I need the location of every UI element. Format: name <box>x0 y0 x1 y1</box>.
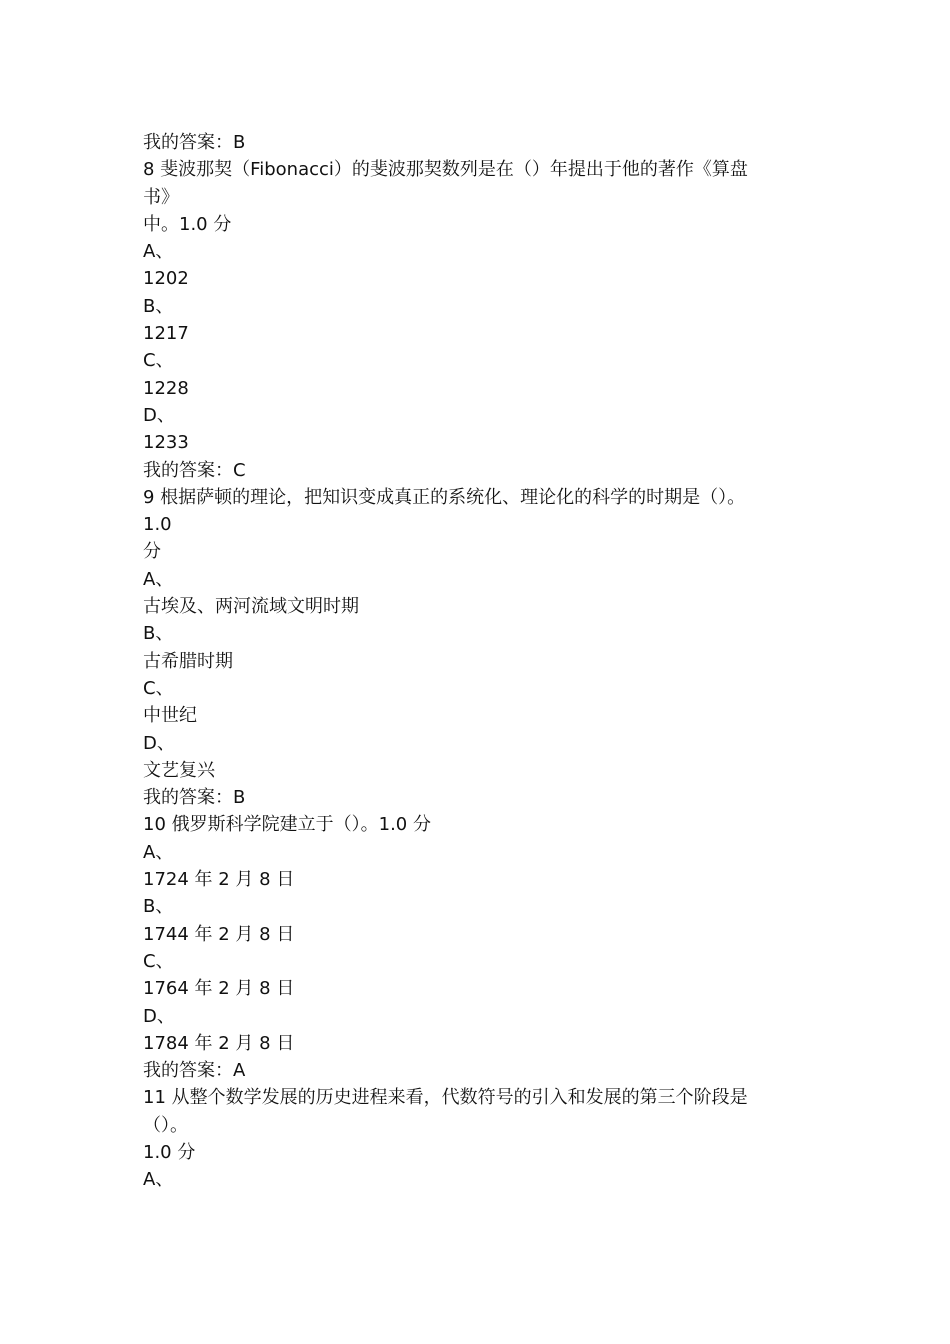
answer-line: 我的答案：B <box>143 132 246 153</box>
option-b-label: B、 <box>143 295 174 317</box>
option-d-label: D、 <box>143 404 175 426</box>
option-c-text: 1764 年 2 月 8 日 <box>143 978 295 1000</box>
question-8-score: 中。1.0 分 <box>143 213 232 235</box>
question-11-text: 11 从整个数学发展的历史进程来看，代数符号的引入和发展的第三个阶段是 <box>143 1087 748 1109</box>
option-d-text: 1784 年 2 月 8 日 <box>143 1032 295 1054</box>
question-8-text-cont: 书》 <box>143 186 179 208</box>
option-d-text: 1233 <box>143 432 189 454</box>
answer-line: 我的答案：A <box>143 1060 246 1082</box>
option-d-label: D、 <box>143 1005 175 1027</box>
option-a-label: A、 <box>143 241 174 263</box>
option-b-label: B、 <box>143 623 174 645</box>
option-a-label: A、 <box>143 841 174 863</box>
answer-line: 我的答案：B <box>143 787 246 809</box>
question-9-score: 1.0 <box>143 514 172 536</box>
option-b-label: B、 <box>143 896 174 918</box>
option-c-text: 1228 <box>143 377 189 399</box>
question-11-score: 1.0 分 <box>143 1141 196 1163</box>
option-b-text: 古希腊时期 <box>143 650 233 672</box>
question-9-text: 9 根据萨顿的理论，把知识变成真正的系统化、理论化的科学的时期是（）。 <box>143 486 746 508</box>
option-c-label: C、 <box>143 677 174 699</box>
option-c-label: C、 <box>143 950 174 972</box>
option-c-label: C、 <box>143 350 174 372</box>
option-d-label: D、 <box>143 732 175 754</box>
question-10-text: 10 俄罗斯科学院建立于（）。1.0 分 <box>143 814 431 836</box>
answer-line: 我的答案：C <box>143 459 246 481</box>
question-9-score-unit: 分 <box>143 541 161 563</box>
option-c-text: 中世纪 <box>143 705 197 727</box>
option-b-text: 1217 <box>143 323 189 345</box>
option-a-text: 1202 <box>143 268 189 290</box>
option-a-label: A、 <box>143 568 174 590</box>
question-8-text: 8 斐波那契（Fibonacci）的斐波那契数列是在（）年提出于他的著作《算盘 <box>143 159 748 181</box>
option-a-text: 1724 年 2 月 8 日 <box>143 869 295 891</box>
option-a-label: A、 <box>143 1169 174 1191</box>
option-a-text: 古埃及、两河流域文明时期 <box>143 596 359 618</box>
document-page <box>143 129 793 1194</box>
option-b-text: 1744 年 2 月 8 日 <box>143 923 295 945</box>
option-d-text: 文艺复兴 <box>143 759 215 781</box>
question-11-text-cont: （）。 <box>143 1114 188 1136</box>
